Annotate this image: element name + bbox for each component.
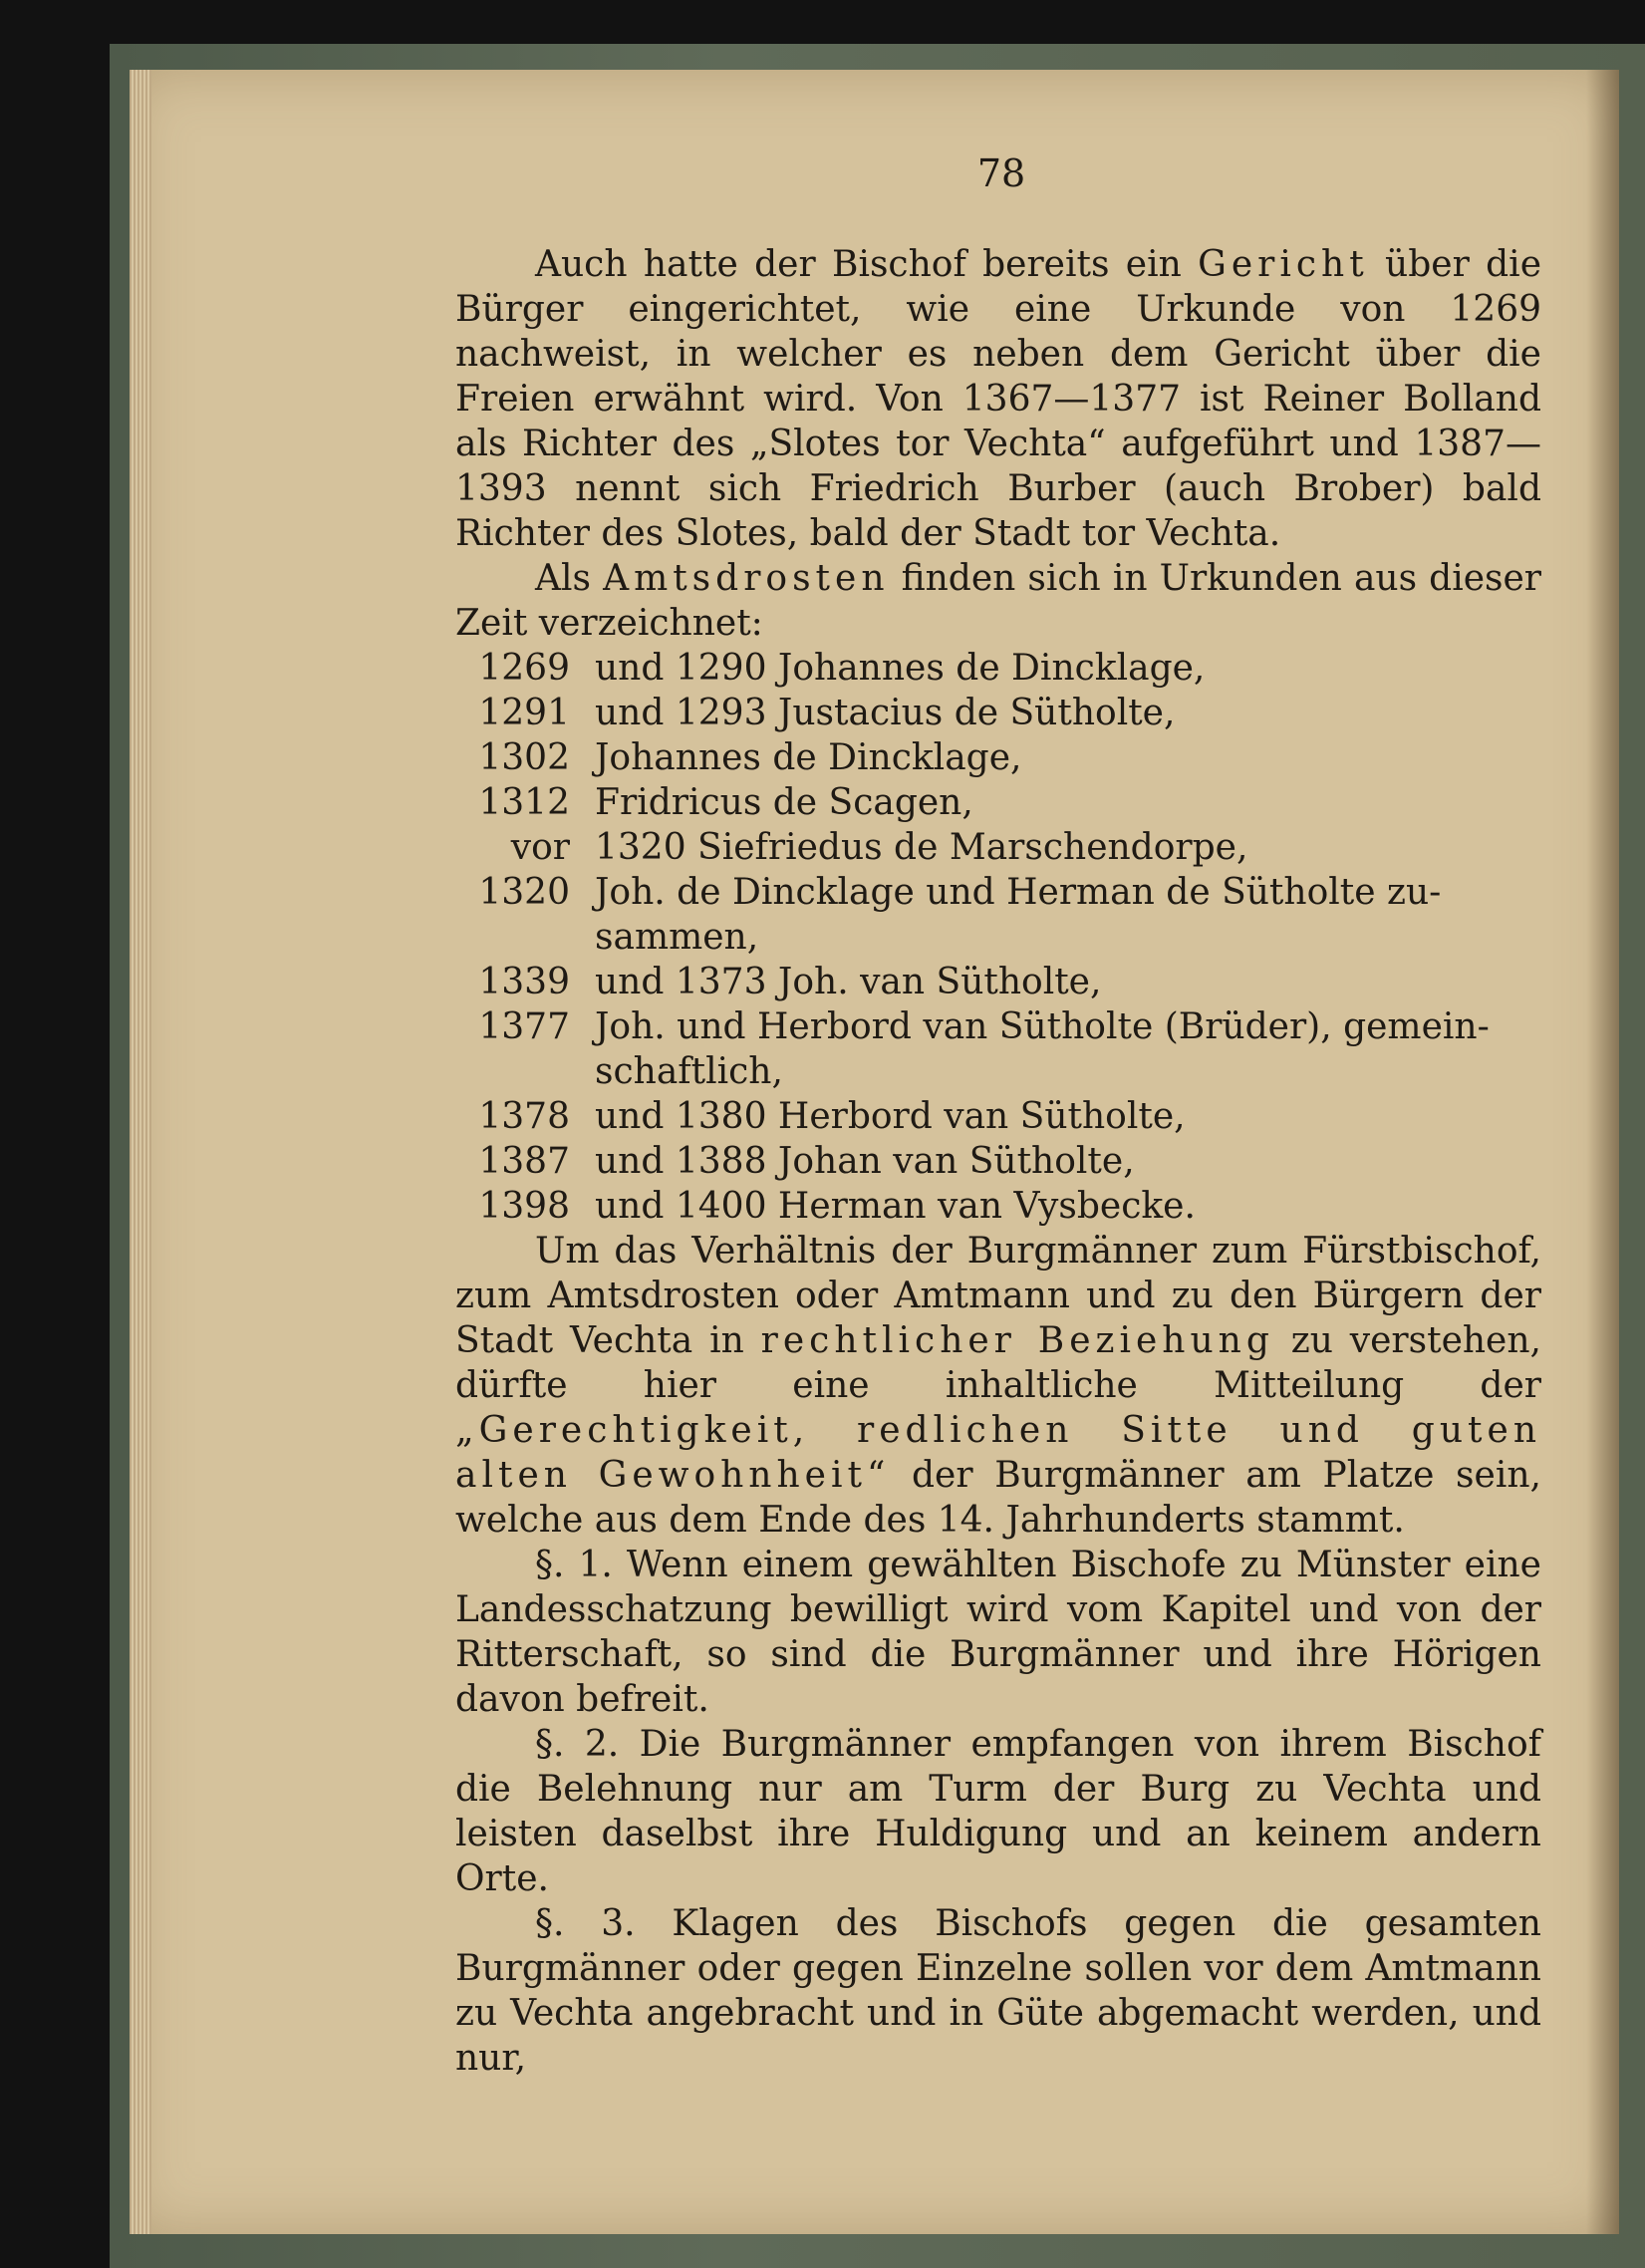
list-item: sammen, <box>595 917 759 958</box>
paragraph-section-1: §. 1. Wenn einem gewählten Bischofe zu Münster eine Landesschatzung bewilligt wird vom Kapitel und von der Ritterschaft, so sind die Burgmänner und ihre Hörigen davon befreit. <box>455 1545 1541 1720</box>
list-item: 1398 und 1400 Herman van Vysbecke. <box>478 1186 1196 1227</box>
emphasis-rechtliche-beziehung: rechtlicher Beziehung <box>760 1320 1274 1361</box>
list-item: 1339 und 1373 Joh. van Sütholte, <box>478 962 1102 1002</box>
list-item: schaftlich, <box>595 1051 783 1092</box>
paragraph-2: Als Amtsdrosten finden sich in Urkunden aus dieser Zeit verzeichnet: <box>455 558 1542 644</box>
list-item: 1377 Joh. und Herbord van Sütholte (Brüder), gemein- <box>478 1006 1490 1047</box>
list-item: 1387 und 1388 Johan van Sütholte, <box>478 1141 1135 1182</box>
list-item: 1291 und 1293 Justacius de Sütholte, <box>478 693 1176 733</box>
list-item: vor 1320 Siefriedus de Marschendorpe, <box>510 827 1248 868</box>
list-item: 1312 Fridricus de Scagen, <box>478 782 973 823</box>
paragraph-1: Auch hatte der Bischof bereits ein Gericht über die Bürger eingerichtet, wie eine Urkunde von 1269 nachweist, in welcher es neben dem Gericht über die Freien erwähnt wird. Von 1367—1377 ist Reiner Bolland als Richter des „Slotes tor Vechta“ aufgeführt und 1387—1393 nennt sich Friedrich Burber (auch Brober) bald Richter des Slotes, bald der Stadt tor Vechta. <box>455 244 1541 554</box>
paragraph-section-3: §. 3. Klagen des Bischofs gegen die gesamten Burgmänner oder gegen Einzelne sollen vor dem Amtmann zu Vechta angebracht und in Güte abgemacht werden, und nur, <box>455 1903 1541 2079</box>
list-item: 1302 Johannes de Dincklage, <box>478 737 1022 778</box>
emphasis-gericht: Gericht <box>1198 244 1369 285</box>
list-item: 1378 und 1380 Herbord van Sütholte, <box>478 1096 1186 1137</box>
amtsdrosten-list <box>455 646 1541 1229</box>
emphasis-amtsdrosten: Amtsdrosten <box>603 558 890 599</box>
emphasis-gerechtigkeit: „Gerechtigkeit, redlichen Sitte und guten alten Gewohnheit“ <box>455 1410 1541 1496</box>
page-body <box>455 242 1541 2081</box>
page-gutter <box>1586 70 1619 2234</box>
list-item: 1320 Joh. de Dincklage und Herman de Sütholte zu- <box>478 872 1442 913</box>
paragraph-section-2: §. 2. Die Burgmänner empfangen von ihrem Bischof die Belehnung nur am Turm der Burg zu Vechta und leisten daselbst ihre Huldigung und an keinem andern Orte. <box>455 1724 1541 1899</box>
paragraph-3: Um das Verhältnis der Burgmänner zum Fürstbischof, zum Amtsdrosten oder Amtmann und zu den Bürgern der Stadt Vechta in rechtlicher Beziehung zu verstehen, dürfte hier eine inhaltliche Mitteilung der „Gerechtigkeit, redlichen Sitte und guten alten Gewohnheit“ der Burgmänner am Platze sein, welche aus dem Ende des 14. Jahrhunderts stammt. <box>455 1231 1541 1541</box>
list-item: 1269 und 1290 Johannes de Dincklage, <box>478 648 1206 689</box>
page-number: 78 <box>976 151 1026 195</box>
page-edges <box>130 70 151 2234</box>
